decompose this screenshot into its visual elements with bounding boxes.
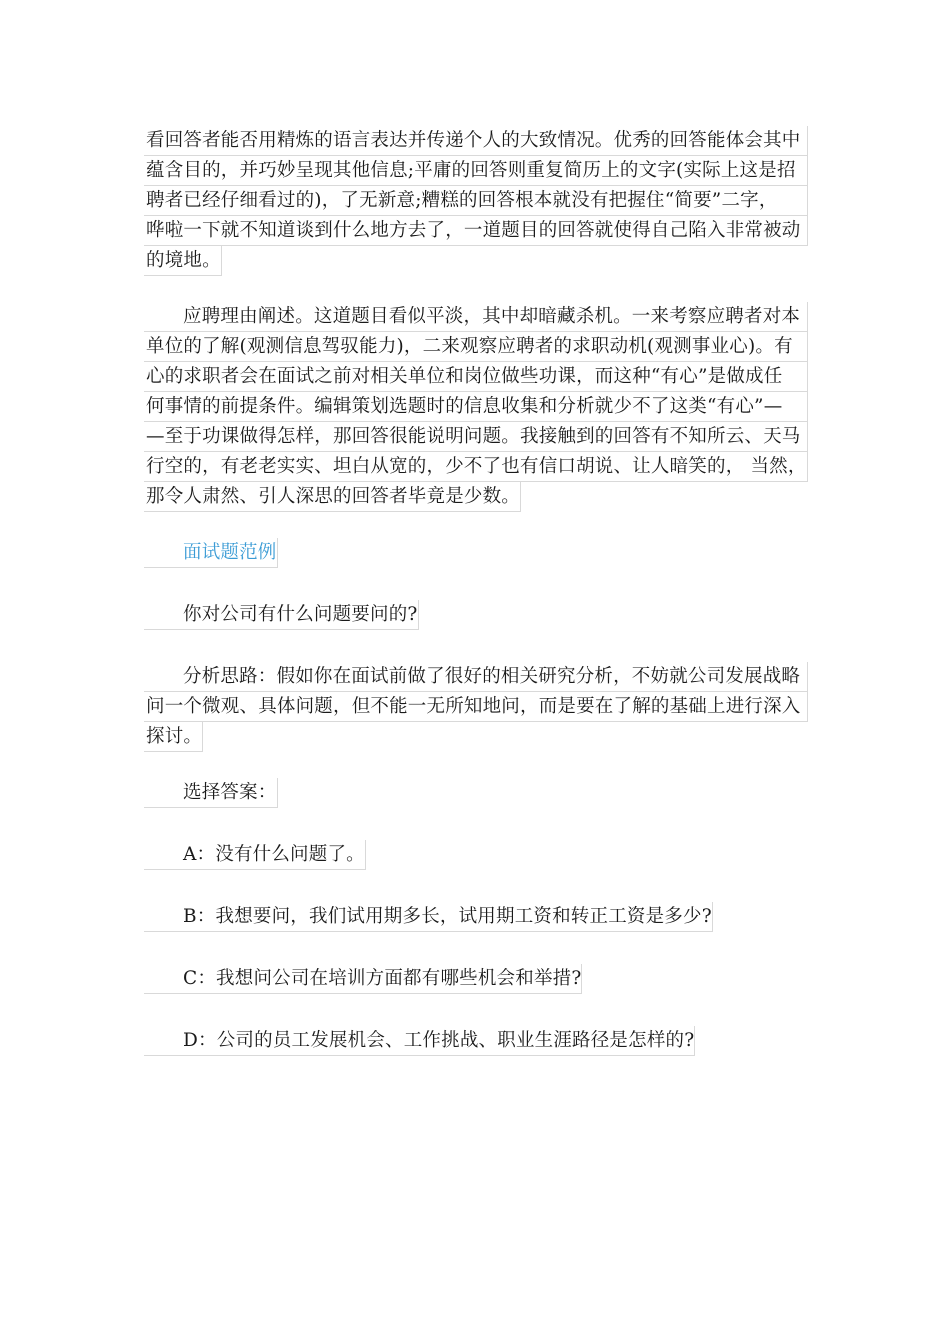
text-line: 蕴含目的，并巧妙呈现其他信息;平庸的回答则重复简历上的文字(实际上这是招 — [144, 156, 808, 186]
text-line: 探讨。 — [144, 722, 203, 752]
text-line: 分析思路：假如你在面试前做了很好的相关研究分析，不妨就公司发展战略 — [144, 662, 808, 692]
text-line: 看回答者能否用精炼的语言表达并传递个人的大致情况。优秀的回答能体会其中 — [144, 126, 808, 156]
text-line: 何事情的前提条件。编辑策划选题时的信息收集和分析就少不了这类“有心”— — [144, 392, 808, 422]
text-line: —至于功课做得怎样，那回答很能说明问题。我接触到的回答有不知所云、天马 — [144, 422, 808, 452]
paragraph — [144, 302, 808, 516]
text-line: 聘者已经仔细看过的)，了无新意;糟糕的回答根本就没有把握住“简要”二字， — [144, 186, 808, 216]
text-line: 的境地。 — [144, 246, 222, 276]
text-line: C：我想问公司在培训方面都有哪些机会和举措? — [144, 964, 582, 994]
paragraph — [144, 1026, 808, 1060]
text-line: B：我想要问，我们试用期多长，试用期工资和转正工资是多少? — [144, 902, 713, 932]
paragraph — [144, 778, 808, 812]
text-line: 那令人肃然、引人深思的回答者毕竟是少数。 — [144, 482, 521, 512]
paragraph — [144, 964, 808, 998]
text-line: D：公司的员工发展机会、工作挑战、职业生涯路径是怎样的? — [144, 1026, 695, 1056]
text-line: 面试题范例 — [144, 538, 278, 568]
paragraph — [144, 662, 808, 756]
section-heading — [144, 538, 808, 572]
text-line: A：没有什么问题了。 — [144, 840, 366, 870]
paragraph — [144, 840, 808, 874]
text-line: 你对公司有什么问题要问的? — [144, 600, 419, 630]
text-line: 应聘理由阐述。这道题目看似平淡，其中却暗藏杀机。一来考察应聘者对本 — [144, 302, 808, 332]
text-line: 选择答案： — [144, 778, 278, 808]
paragraph — [144, 600, 808, 634]
paragraph — [144, 126, 808, 280]
paragraph — [144, 902, 808, 936]
document-page — [144, 126, 808, 1088]
text-line: 行空的，有老老实实、坦白从宽的，少不了也有信口胡说、让人暗笑的， 当然， — [144, 452, 808, 482]
text-line: 哗啦一下就不知道谈到什么地方去了，一道题目的回答就使得自己陷入非常被动 — [144, 216, 808, 246]
text-line: 单位的了解(观测信息驾驭能力)，二来观察应聘者的求职动机(观测事业心)。有 — [144, 332, 808, 362]
text-line: 心的求职者会在面试之前对相关单位和岗位做些功课，而这种“有心”是做成任 — [144, 362, 808, 392]
text-line: 问一个微观、具体问题，但不能一无所知地问，而是要在了解的基础上进行深入 — [144, 692, 808, 722]
